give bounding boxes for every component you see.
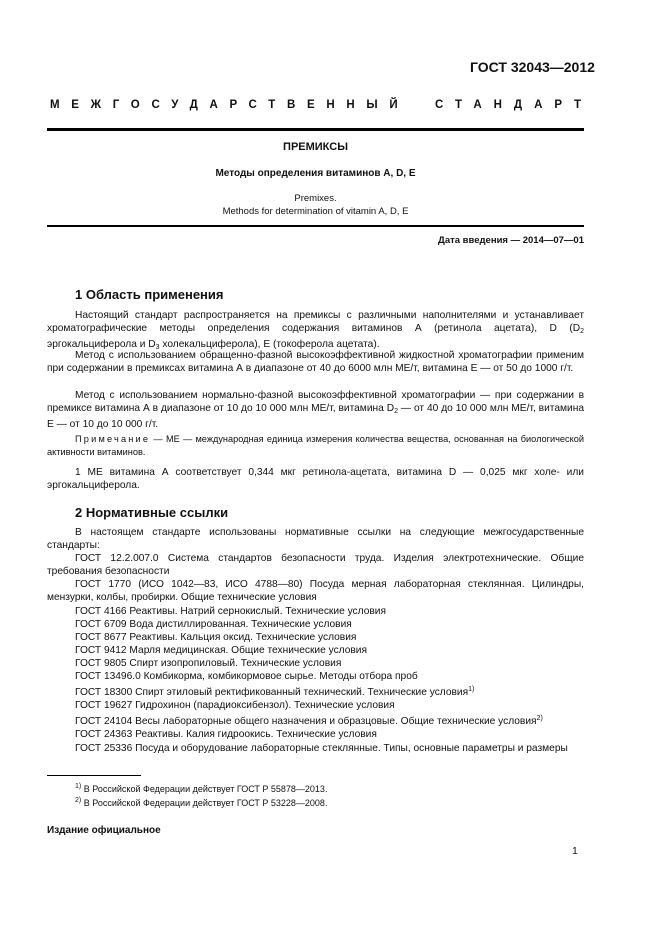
section-1-note: Примечание — МЕ — международная единица измерения количества вещества, основанная на биологической активности витаминов. <box>47 434 584 457</box>
title-rule <box>47 225 584 227</box>
references-intro: В настоящем стандарте использованы нормативные ссылки на следующие межгосударственные стандарты: <box>47 527 584 552</box>
reference-item: ГОСТ 25336 Посуда и оборудование лабораторные стеклянные. Типы, основные параметры и размеры <box>75 742 568 754</box>
note-label: Примечание <box>75 434 151 444</box>
reference-item: ГОСТ 4166 Реактивы. Натрий сернокислый. Технические условия <box>75 605 386 617</box>
section-1-paragraph-2: Метод с использованием обращенно-фазной высокоэффективной жидкостной хроматографии применим при содержании в премиксах витамина А в диапазоне от 40 до 6000 млн МЕ/т, витамина Е — от 50 до 1000 г/т. <box>47 350 584 375</box>
section-1-paragraph-3: Метод с использованием нормально-фазной высокоэффективной хроматографии — при содержании в премиксе витамина А в диапазоне от 10 до 10 000 млн МЕ/т, витамина $D_2$ — от 40 до 10 000 млн МЕ/т, витамина Е — от 10 до 10 000 г/т. <box>47 390 584 431</box>
reference-item: ГОСТ 13496.0 Комбикорма, комбикормовое сырье. Методы отбора проб <box>75 671 418 683</box>
section-1-paragraph-1: Настоящий стандарт распространяется на премиксы с различными наполнителями и устанавливает хроматографические методы определения содержания витаминов А (ретинола ацетата), D ($D_2$ эргокальциферола и $D_3$ холекальциферола), Е (токоферола ацетата). <box>47 310 584 352</box>
official-edition-label: Издание официальное <box>47 825 161 836</box>
document-subtitle: Методы определения витаминов А, D, Е <box>215 168 416 179</box>
footnote-rule <box>47 775 141 776</box>
section-1-paragraph-4: 1 МЕ витамина А соответствует 0,344 мкг ретинола-ацетата, витамина D — 0,025 мкг холе- или эргокальциферола. <box>47 467 584 492</box>
reference-item: ГОСТ 12.2.007.0 Система стандартов безопасности труда. Изделия электротехнические. Общие требования безопасности <box>47 553 584 578</box>
document-code: ГОСТ 32043—2012 <box>470 59 595 75</box>
section-2-heading: 2 Нормативные ссылки <box>75 505 229 520</box>
reference-item: ГОСТ 6709 Вода дистиллированная. Технические условия <box>75 618 352 630</box>
document-title: ПРЕМИКСЫ <box>283 141 348 153</box>
page-number: 1 <box>572 845 578 857</box>
reference-item: ГОСТ 24104 Весы лабораторные общего назначения и образцовые. Общие технические условия$^{2)}$ <box>75 715 543 728</box>
footnote-marker: 1) <box>468 686 475 694</box>
interstate-label: МЕЖГОСУДАРСТВЕННЫЙ <box>50 99 410 111</box>
footnote-2: $^{2)}$ В Российской Федерации действует ГОСТ Р 53228—2008. <box>75 797 328 808</box>
standard-label: СТАНДАРТ <box>435 99 593 111</box>
english-subtitle: Methods for determination of vitamin A, D, E <box>222 206 409 217</box>
section-1-heading: 1 Область применения <box>75 287 224 302</box>
reference-list <box>47 552 584 754</box>
reference-item: ГОСТ 19627 Гидрохинон (парадиоксибензол). Технические условия <box>75 700 395 712</box>
reference-item: ГОСТ 24363 Реактивы. Калия гидроокись. Технические условия <box>75 729 377 741</box>
footnote-marker: 2) <box>536 715 543 723</box>
introduction-date: Дата введения — 2014—07—01 <box>438 235 584 246</box>
reference-item: ГОСТ 1770 (ИСО 1042—83, ИСО 4788—80) Посуда мерная лабораторная стеклянная. Цилиндры, мензурки, колбы, пробирки. Общие технические условия <box>47 579 584 604</box>
reference-item: ГОСТ 8677 Реактивы. Кальция оксид. Технические условия <box>75 631 357 643</box>
normative-references <box>47 526 584 755</box>
reference-item: ГОСТ 9805 Спирт изопропиловый. Технические условия <box>75 657 342 669</box>
english-title: Premixes. <box>294 193 337 204</box>
header-rule <box>47 128 584 131</box>
footnote-1: $^{1)}$ В Российской Федерации действует ГОСТ Р 55878—2013. <box>75 783 328 794</box>
reference-item: ГОСТ 18300 Спирт этиловый ректификованный технический. Технические условия$^{1)}$ <box>75 686 475 699</box>
reference-item: ГОСТ 9412 Марля медицинская. Общие технические условия <box>75 644 368 656</box>
